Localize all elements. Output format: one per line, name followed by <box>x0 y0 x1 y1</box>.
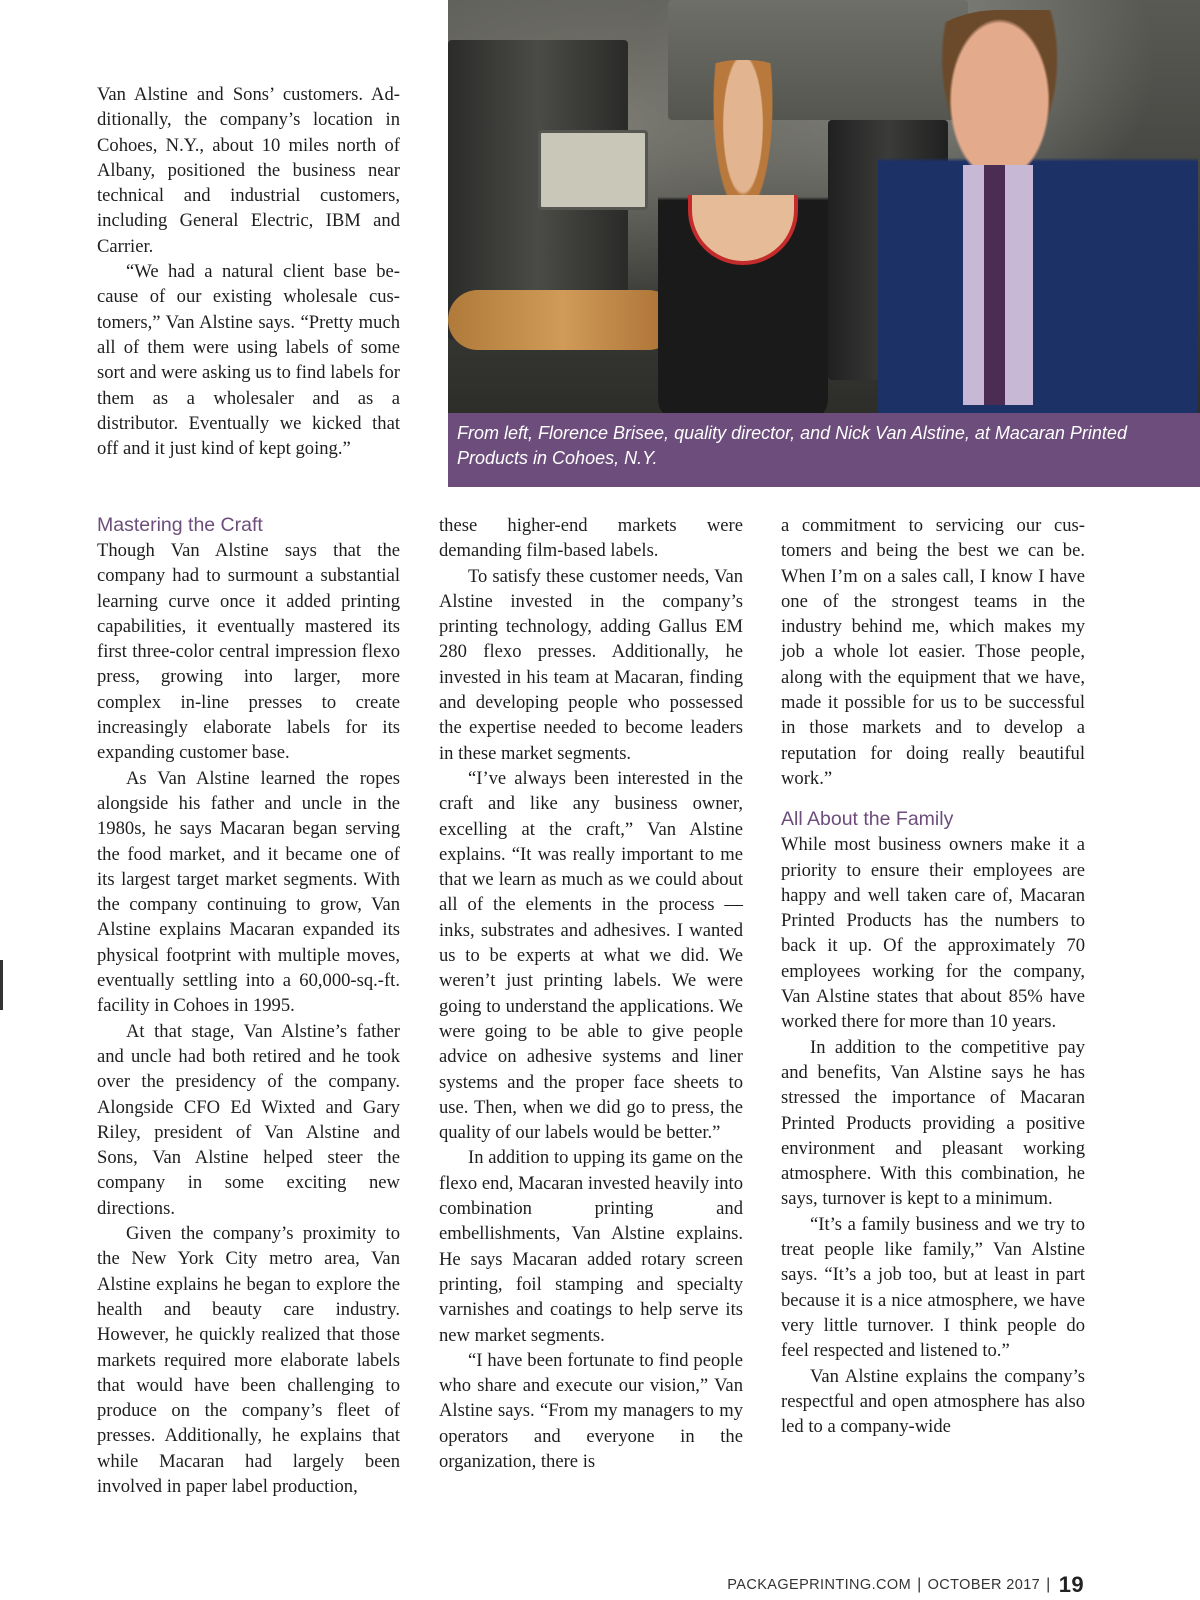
paragraph: “It’s a family business and we try to treat people like family,” Van Alstine says. “It’s a job too, but at least in part because it is a nice atmosphere, we have very little turnover. I think people do feel respected and listened to.” <box>781 1213 1085 1362</box>
page-edge-mark <box>0 960 3 1010</box>
column-3 <box>781 513 1085 1439</box>
paragraph: In addition to the competitive pay and benefits, Van Alstine says he has stressed the importance of Macaran Printed Products providing a positive environment and pleasant working atmosphere. With this combination, he says, turnover is kept to a minimum. <box>781 1036 1085 1210</box>
photo-caption: From left, Florence Brisee, quality director, and Nick Van Alstine, at Macaran Printed Products in Cohoes, N.Y. <box>448 413 1200 487</box>
paragraph: At that stage, Van Alstine’s father and uncle had both retired and he took over the presidency of the company. Alongside CFO Ed Wixted and Gary Riley, president of Van Alstine and Sons, Van Alstine helped steer the company in some exciting new directions. <box>97 1020 400 1219</box>
paragraph: Though Van Alstine says that the company had to surmount a substantial learning curve once it added printing capabilities, it eventually mastered its first three-color central impression flexo press, growing into larger, more complex in-line presses to create increasingly elaborate labels for its expanding customer base. <box>97 540 400 764</box>
paragraph: Given the company’s proximity to the New York City metro area, Van Alstine explains he began to explore the health and beauty care industry. However, he quickly realized that those markets required more elaborate labels that would have been challenging to produce on the company’s fleet of presses. Additionally, he explains that while Macaran had largely been involved in paper label production, <box>97 1223 400 1497</box>
article-photo <box>448 0 1200 413</box>
footer-site: PACKAGEPRINTING.COM <box>727 1577 912 1593</box>
column-1-top <box>97 82 400 461</box>
section-heading-all-about-the-family: All About the Family <box>781 808 954 831</box>
control-panel <box>538 130 648 210</box>
footer-issue: OCTOBER 2017 <box>927 1577 1041 1593</box>
paragraph: a commitment to servicing our customers and being the best we can be. When I’m on a sales call, I know I have one of the strongest teams in the industry behind me, which makes my job a whole lot easier. Those people, along with the equipment that we have, made it possible for us to be successful in those markets and to develop a reputation for doing really beautiful work.” <box>781 515 1085 789</box>
paragraph: While most business owners make it a priority to ensure their employees are happy and well taken care of, Macaran Printed Products has the numbers to back it up. Of the approximately 70 employees working for the company, Van Alstine states that about 85% have worked there for more than 10 years. <box>781 834 1085 1033</box>
footer-separator: | <box>917 1576 922 1593</box>
person-nick-van-alstine <box>878 10 1198 413</box>
section-heading-mastering-the-craft: Mastering the Craft <box>97 514 263 536</box>
paragraph: Van Alstine explains the company’s respectful and open atmosphere has also led to a company-wide <box>781 1365 1085 1438</box>
paragraph: As Van Alstine learned the ropes alongside his father and uncle in the 1980s, he says Macaran began serving the food market, and it became one of its largest target market segments. With the company continuing to grow, Van Alstine explains Macaran expanded its physical footprint with multiple moves, eventually settling into a 60,000-sq.-ft. facility in Cohoes in 1995. <box>97 767 400 1017</box>
column-2 <box>439 513 743 1474</box>
page-number: 19 <box>1058 1572 1084 1597</box>
paragraph: Van Alstine and Sons’ customers. Additionally, the company’s location in Cohoes, N.Y., about 10 miles north of Albany, positioned the business near technical and industrial customers, including General Electric, IBM and Carrier. <box>97 84 400 257</box>
column-1 <box>97 513 400 1499</box>
paragraph: To satisfy these customer needs, Van Alstine invested in the company’s printing technology, adding Gallus EM 280 flexo presses. Additionally, he invested in his team at Macaran, finding and developing people who possessed the expertise needed to become leaders in these market segments. <box>439 565 743 764</box>
paragraph: these higher-end markets were demanding film-based labels. <box>439 515 743 562</box>
footer-separator: | <box>1046 1576 1051 1593</box>
paragraph: “We had a natural client base because of our existing wholesale customers,” Van Alstine says. “Pretty much all of them were using labels of some sort and were asking us to find labels for them as a wholesaler and as a distributor. Eventually we kicked that off and it just kind of kept going.” <box>97 261 400 460</box>
paragraph: In addition to upping its game on the flexo end, Macaran invested heavily into combination printing and embellishments, Van Alstine explains. He says Macaran added rotary screen printing, foil stamping and specialty varnishes and coatings to help serve its new market segments. <box>439 1147 743 1346</box>
page-footer <box>727 1572 1084 1598</box>
paragraph: “I’ve always been interested in the craft and like any business owner, excelling at the craft,” Van Alstine explains. “It was really important to me that we learn as much as we could about all of the elements in the process — inks, substrates and adhesives. I wanted us to be experts at what we did. We weren’t just printing labels. We were going to understand the applications. We were going to be able to give people advice on adhesive systems and liner systems and the proper face sheets to use. Then, when we did go to press, the quality of our labels would be better.” <box>439 767 743 1144</box>
shirt-tie-detail <box>963 165 1033 405</box>
paragraph: “I have been fortunate to find people who share and execute our vision,” Van Alstine says. “From my managers to my operators and everyone in the organization, there is <box>439 1349 743 1472</box>
label-roll <box>448 290 678 350</box>
